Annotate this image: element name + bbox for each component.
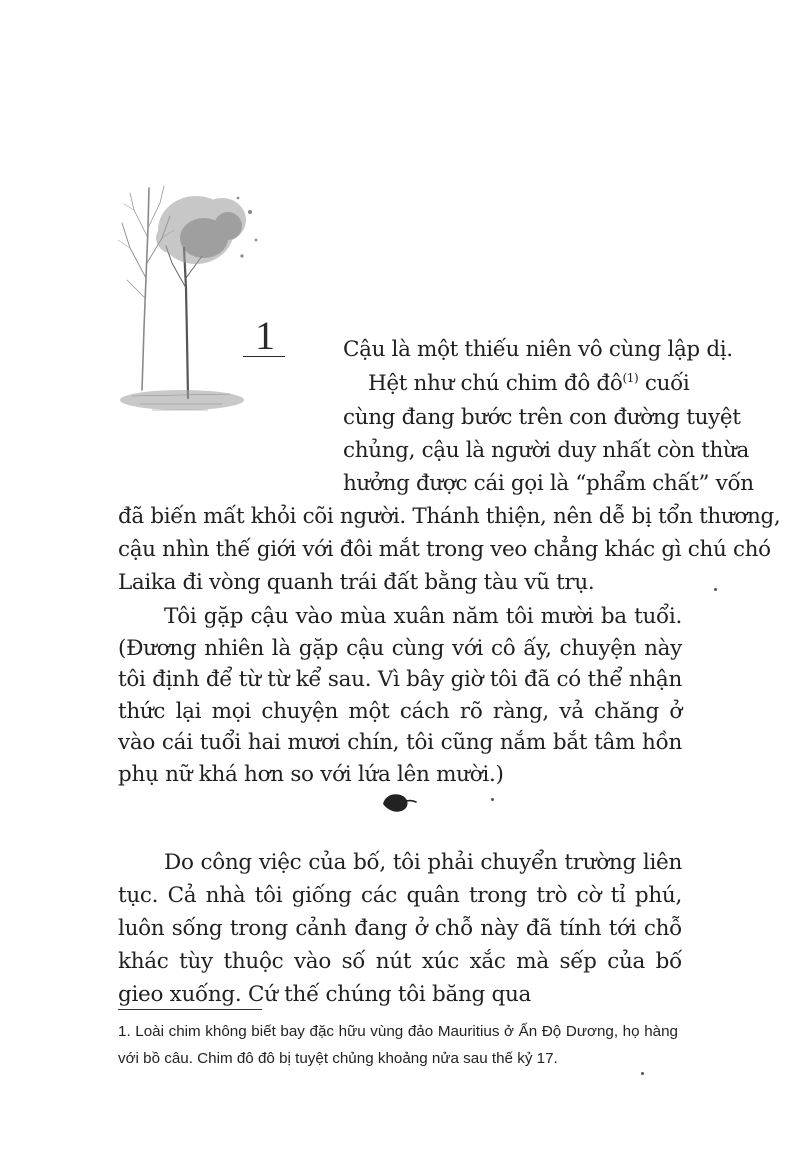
chapter-rule — [243, 356, 285, 357]
footnote-rule — [118, 1009, 262, 1010]
footnote: 1. Loài chim không biết bay đặc hữu vùng đảo Mauritius ở Ấn Độ Dương, họ hàng với bồ câu. Chim đô đô bị tuyệt chủng khoảng nửa sau thế kỷ 17. — [118, 1023, 678, 1067]
body-paragraph-4: Do công việc của bố, tôi phải chuyển trường liên tục. Cả nhà tôi giống các quân trong trò cờ tỉ phú, luôn sống trong cảnh đang ở chỗ này đã tính tới chỗ khác tùy thuộc vào số nút xúc xắc mà sếp của bố gieo xuống. Cứ thế chúng tôi băng qua — [118, 850, 682, 1007]
body-paragraph-3: Tôi gặp cậu vào mùa xuân năm tôi mười ba tuổi. (Đương nhiên là gặp cậu cùng với cô ấy, chuyện này tôi định để từ từ kể sau. Vì bây giờ tôi đã có thể nhận thức lại mọi chuyện một cách rõ ràng, vả chăng ở vào cái tuổi hai mươi chín, tôi cũng nắm bắt tâm hồn phụ nữ khá hơn so với lứa lên mười.) — [118, 604, 682, 787]
body-line: đã biến mất khỏi cõi người. Thánh thiện, nên dễ bị tổn thương, — [118, 504, 781, 529]
scan-speck — [714, 588, 717, 591]
body-line: cậu nhìn thế giới với đôi mắt trong veo chẳng khác gì chú chó — [118, 537, 771, 562]
para2-suffix: cuối — [638, 371, 690, 396]
para2-prefix: Hệt như chú chim đô đô — [368, 371, 623, 396]
body-first-line: Cậu là một thiếu niên vô cùng lập dị. — [343, 337, 733, 362]
body-line: hưởng được cái gọi là “phẩm chất” vốn — [343, 471, 754, 496]
leaf-ornament — [381, 790, 417, 814]
body-line: cùng đang bước trên con đường tuyệt — [343, 405, 741, 430]
body-line: Laika đi vòng quanh trái đất bằng tàu vũ trụ. — [118, 570, 595, 595]
body-line-with-footnote-ref — [368, 368, 689, 399]
body-line: chủng, cậu là người duy nhất còn thừa — [343, 438, 749, 463]
scan-speck — [491, 798, 494, 801]
scan-speck — [641, 1072, 644, 1075]
tree-illustration — [112, 168, 262, 418]
chapter-number: 1 — [255, 313, 275, 358]
footnote-ref: (1) — [622, 371, 639, 385]
